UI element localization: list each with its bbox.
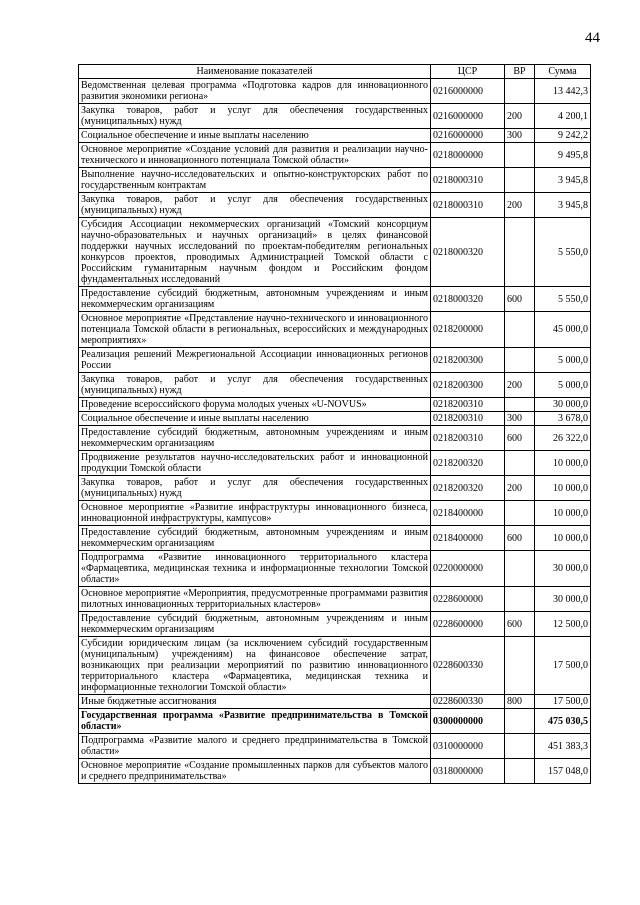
- row-csr-cell: 0218200320: [431, 476, 505, 501]
- row-vr-cell: 200: [505, 193, 535, 218]
- row-sum-cell: 26 322,0: [535, 426, 591, 451]
- page-number: 44: [585, 30, 600, 46]
- row-name-cell: Ведомственная целевая программа «Подготовка кадров для инновационного развития экономики региона»: [79, 79, 431, 104]
- row-name-cell: Реализация решений Межрегиональной Ассоциации инновационных регионов России: [79, 348, 431, 373]
- row-vr-cell: [505, 734, 535, 759]
- row-name-cell: Государственная программа «Развитие предпринимательства в Томской области»: [79, 709, 431, 734]
- row-name-cell: Проведение всероссийского форума молодых ученых «U-NOVUS»: [79, 398, 431, 412]
- table-row: [79, 168, 591, 193]
- table-row: [79, 104, 591, 129]
- table-row: [79, 695, 591, 709]
- table-header-row: [79, 65, 591, 79]
- row-csr-cell: 0218000320: [431, 287, 505, 312]
- table-row: [79, 709, 591, 734]
- row-name-cell: Закупка товаров, работ и услуг для обеспечения государственных (муниципальных) нужд: [79, 476, 431, 501]
- row-csr-cell: 0218000320: [431, 218, 505, 287]
- row-csr-cell: 0218200000: [431, 312, 505, 348]
- table-body: [79, 79, 591, 784]
- row-name-cell: Субсидия Ассоциации некоммерческих организаций «Томский консорциум научно-образовательных и научных организаций» в целях финансовой поддержки научных исследований по проектам-победителям региональных конкурсов проектов, проводимых Администрацией Томской области с Российским гуманитарным научным фондом и Российским фондом фундаментальных исследований: [79, 218, 431, 287]
- row-name-cell: Подпрограмма «Развитие инновационного территориального кластера «Фармацевтика, медицинская техника и информационные технологии Томской области»: [79, 551, 431, 587]
- row-sum-cell: 10 000,0: [535, 451, 591, 476]
- row-csr-cell: 0220000000: [431, 551, 505, 587]
- row-vr-cell: [505, 348, 535, 373]
- row-sum-cell: 9 495,8: [535, 143, 591, 168]
- row-name-cell: Выполнение научно-исследовательских и опытно-конструкторских работ по государственным контрактам: [79, 168, 431, 193]
- row-sum-cell: 3 945,8: [535, 168, 591, 193]
- row-sum-cell: 30 000,0: [535, 587, 591, 612]
- row-sum-cell: 4 200,1: [535, 104, 591, 129]
- row-name-cell: Основное мероприятие «Создание промышленных парков для субъектов малого и среднего предпринимательства»: [79, 759, 431, 784]
- table-row: [79, 426, 591, 451]
- table-row: [79, 218, 591, 287]
- row-name-cell: Основное мероприятие «Создание условий для развития и реализации научно-технического и инновационного потенциала Томской области»: [79, 143, 431, 168]
- row-name-cell: Иные бюджетные ассигнования: [79, 695, 431, 709]
- row-sum-cell: 30 000,0: [535, 398, 591, 412]
- table-row: [79, 451, 591, 476]
- row-name-cell: Предоставление субсидий бюджетным, автономным учреждениям и иным некоммерческим организациям: [79, 426, 431, 451]
- row-csr-cell: 0218400000: [431, 501, 505, 526]
- table-row: [79, 373, 591, 398]
- row-csr-cell: 0218200310: [431, 412, 505, 426]
- table-row: [79, 312, 591, 348]
- row-vr-cell: 600: [505, 426, 535, 451]
- column-header-sum: Сумма: [535, 65, 591, 79]
- row-vr-cell: 200: [505, 476, 535, 501]
- table-row: [79, 637, 591, 695]
- row-csr-cell: 0218000310: [431, 168, 505, 193]
- row-csr-cell: 0300000000: [431, 709, 505, 734]
- row-sum-cell: 17 500,0: [535, 637, 591, 695]
- table-row: [79, 734, 591, 759]
- row-csr-cell: 0318000000: [431, 759, 505, 784]
- row-sum-cell: 451 383,3: [535, 734, 591, 759]
- row-sum-cell: 10 000,0: [535, 476, 591, 501]
- row-name-cell: Закупка товаров, работ и услуг для обеспечения государственных (муниципальных) нужд: [79, 193, 431, 218]
- row-vr-cell: [505, 709, 535, 734]
- table-row: [79, 587, 591, 612]
- row-csr-cell: 0216000000: [431, 104, 505, 129]
- row-vr-cell: 200: [505, 373, 535, 398]
- row-csr-cell: 0228600330: [431, 695, 505, 709]
- row-csr-cell: 0218200300: [431, 373, 505, 398]
- row-vr-cell: [505, 168, 535, 193]
- row-csr-cell: 0228600000: [431, 587, 505, 612]
- table-row: [79, 193, 591, 218]
- table-row: [79, 476, 591, 501]
- row-vr-cell: [505, 218, 535, 287]
- row-vr-cell: 800: [505, 695, 535, 709]
- row-name-cell: Социальное обеспечение и иные выплаты населению: [79, 129, 431, 143]
- row-vr-cell: [505, 79, 535, 104]
- row-name-cell: Предоставление субсидий бюджетным, автономным учреждениям и иным некоммерческим организациям: [79, 612, 431, 637]
- row-csr-cell: 0216000000: [431, 79, 505, 104]
- table-row: [79, 129, 591, 143]
- row-csr-cell: 0310000000: [431, 734, 505, 759]
- row-sum-cell: 13 442,3: [535, 79, 591, 104]
- row-csr-cell: 0228600000: [431, 612, 505, 637]
- row-name-cell: Подпрограмма «Развитие малого и среднего предпринимательства в Томской области»: [79, 734, 431, 759]
- row-sum-cell: 157 048,0: [535, 759, 591, 784]
- row-vr-cell: [505, 501, 535, 526]
- row-name-cell: Предоставление субсидий бюджетным, автономным учреждениям и иным некоммерческим организациям: [79, 287, 431, 312]
- table-row: [79, 348, 591, 373]
- row-sum-cell: 5 000,0: [535, 373, 591, 398]
- row-name-cell: Основное мероприятие «Представление научно-технического и инновационного потенциала Томской области в региональных, всероссийских и международных мероприятиях»: [79, 312, 431, 348]
- row-vr-cell: [505, 637, 535, 695]
- row-csr-cell: 0218400000: [431, 526, 505, 551]
- budget-table: [78, 64, 591, 784]
- row-csr-cell: 0216000000: [431, 129, 505, 143]
- row-name-cell: Предоставление субсидий бюджетным, автономным учреждениям и иным некоммерческим организациям: [79, 526, 431, 551]
- row-sum-cell: 17 500,0: [535, 695, 591, 709]
- row-sum-cell: 10 000,0: [535, 526, 591, 551]
- row-csr-cell: 0218200300: [431, 348, 505, 373]
- row-vr-cell: [505, 551, 535, 587]
- row-sum-cell: 30 000,0: [535, 551, 591, 587]
- row-sum-cell: 5 000,0: [535, 348, 591, 373]
- row-sum-cell: 3 945,8: [535, 193, 591, 218]
- row-vr-cell: 600: [505, 287, 535, 312]
- row-vr-cell: 600: [505, 612, 535, 637]
- column-header-csr: ЦСР: [431, 65, 505, 79]
- row-vr-cell: [505, 759, 535, 784]
- row-vr-cell: 600: [505, 526, 535, 551]
- table-row: [79, 501, 591, 526]
- column-header-vr: ВР: [505, 65, 535, 79]
- row-name-cell: Закупка товаров, работ и услуг для обеспечения государственных (муниципальных) нужд: [79, 104, 431, 129]
- row-name-cell: Продвижение результатов научно-исследовательских работ и инновационной продукции Томской области: [79, 451, 431, 476]
- row-sum-cell: 3 678,0: [535, 412, 591, 426]
- row-vr-cell: [505, 143, 535, 168]
- row-sum-cell: 9 242,2: [535, 129, 591, 143]
- row-vr-cell: [505, 587, 535, 612]
- row-vr-cell: [505, 312, 535, 348]
- row-sum-cell: 45 000,0: [535, 312, 591, 348]
- table-row: [79, 551, 591, 587]
- table-row: [79, 287, 591, 312]
- row-name-cell: Основное мероприятие «Мероприятия, предусмотренные программами развития пилотных инновационных территориальных кластеров»: [79, 587, 431, 612]
- column-header-name: Наименование показателей: [79, 65, 431, 79]
- table-row: [79, 79, 591, 104]
- row-vr-cell: 200: [505, 104, 535, 129]
- row-sum-cell: 5 550,0: [535, 218, 591, 287]
- row-csr-cell: 0218000000: [431, 143, 505, 168]
- row-sum-cell: 5 550,0: [535, 287, 591, 312]
- row-csr-cell: 0218200320: [431, 451, 505, 476]
- row-csr-cell: 0218200310: [431, 426, 505, 451]
- row-csr-cell: 0218200310: [431, 398, 505, 412]
- row-name-cell: Субсидии юридическим лицам (за исключением субсидий государственным (муниципальным) учреждениям) на финансовое обеспечение затрат, возникающих при реализации мероприятий по развитию инновационного территориального кластера «Фармацевтика, медицинская техника и информационные технологии Томской области»: [79, 637, 431, 695]
- row-vr-cell: [505, 398, 535, 412]
- row-sum-cell: 10 000,0: [535, 501, 591, 526]
- row-csr-cell: 0228600330: [431, 637, 505, 695]
- row-name-cell: Социальное обеспечение и иные выплаты населению: [79, 412, 431, 426]
- row-vr-cell: [505, 451, 535, 476]
- table-row: [79, 412, 591, 426]
- table-row: [79, 143, 591, 168]
- row-sum-cell: 12 500,0: [535, 612, 591, 637]
- row-name-cell: Закупка товаров, работ и услуг для обеспечения государственных (муниципальных) нужд: [79, 373, 431, 398]
- table-row: [79, 526, 591, 551]
- row-sum-cell: 475 030,5: [535, 709, 591, 734]
- row-vr-cell: 300: [505, 129, 535, 143]
- table-row: [79, 612, 591, 637]
- row-csr-cell: 0218000310: [431, 193, 505, 218]
- table-row: [79, 398, 591, 412]
- row-vr-cell: 300: [505, 412, 535, 426]
- table-row: [79, 759, 591, 784]
- row-name-cell: Основное мероприятие «Развитие инфраструктуры инновационного бизнеса, инновационной инфраструктуры, кампусов»: [79, 501, 431, 526]
